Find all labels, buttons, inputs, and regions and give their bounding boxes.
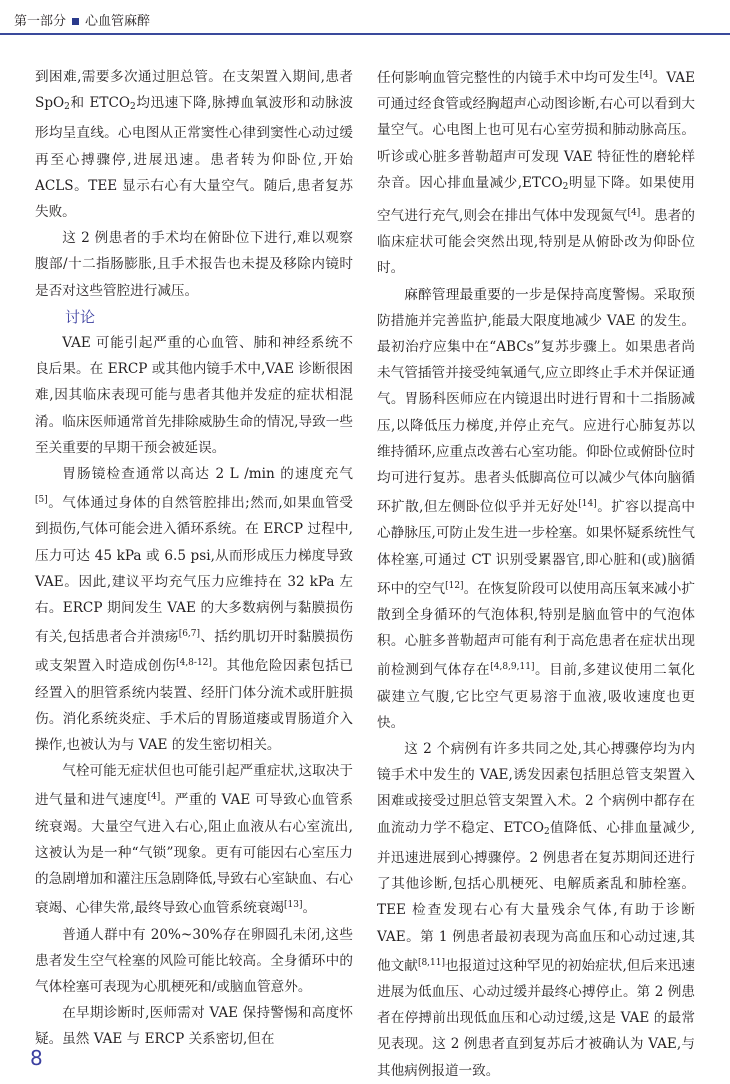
citation: [5] (35, 495, 48, 506)
paragraph: VAE 可能引起严重的心血管、肺和神经系统不良后果。在 ERCP 或其他内镜手术中,VAE 诊断很困难,因其临床表现可能与患者其他并发症的症状相混淆。临床医师通常首先排除威胁生命的情况,导致一些至关重要的早期干预会被延误。 (35, 335, 353, 456)
right-column (377, 62, 695, 1084)
header-part: 第一部分 (14, 14, 67, 29)
paragraph: 到困难,需要多次通过胆总管。在支架置入期间,患者 SpO$_2$和 $ETCO_2$均迅速下降,脉搏血氧波形和动脉波形均呈直线。心电图从正常窦性心律到窦性心动过缓再至心搏骤停,进展迅速。患者转为仰卧位,开始 ACLS。TEE 显示右心有大量空气。随后,患者复苏失败。 (35, 69, 353, 221)
paragraph: 胃肠镜检查通常以高达 2 L /min 的速度充气[5]。气体通过身体的自然管腔排出;然而,如果血管受到损伤,气体可能会进入循环系统。在 ERCP 过程中,压力可达 45 kPa 或 6.5 psi,从而形成压力梯度导致 VAE。因此,建议平均充气压力应维持在 32 kPa 左右。ERCP 期间发生 VAE 的大多数病例与黏膜损伤有关,包括患者合并溃疡[6,7]、括约肌切开时黏膜损伤或支架置入时造成创伤[4,8-12]。其他危险因素包括已经置入的胆管系统内装置、经肝门体分流术或肝脏损伤。消化系统炎症、手术后的胃肠道瘘或胃肠道介入操作,也被认为与 VAE 的发生密切相关。 (35, 466, 353, 754)
paragraph: 麻醉管理最重要的一步是保持高度警惕。采取预防措施并完善监护,能最大限度地减少 VAE 的发生。最初治疗应集中在“ABCs”复苏步骤上。如果患者尚未气管插管并接受纯氧通气,应立即终止手术并保证通气。胃肠科医师应在内镜退出时进行胃和十二指肠减压,以降低压力梯度,并停止充气。应进行心肺复苏以维持循环,应重点改善右心室功能。仰卧位或俯卧位时均可进行复苏。患者头低脚高位可以减少气体向脑循环扩散,但左侧卧位似乎并无好处[14]。扩容以提高中心静脉压,可防止发生进一步栓塞。如果怀疑系统性气体栓塞,可通过 CT 识别受累器官,即心脏和(或)脑循环中的空气[12]。在恢复阶段可以使用高压氧来减小扩散到全身循环的气泡体积,特别是脑血管中的气泡体积。心脏多普勒超声可能有利于高危患者在症状出现前检测到气体存在[4,8,9,11]。目前,多建议使用二氧化碳建立气腹,它比空气更易溶于血液,吸收速度也更快。 (377, 286, 696, 731)
left-column (35, 64, 353, 1053)
citation: [13] (284, 900, 303, 911)
square-bullet-icon (72, 18, 79, 25)
citation: [12] (445, 580, 464, 591)
paragraph: 在早期诊断时,医师需对 VAE 保持警惕和高度怀疑。虽然 VAE 与 ERCP 关系密切,但在 (35, 1005, 353, 1048)
paragraph: 普通人群中有 20%~30%存在卵圆孔未闭,这些患者发生空气栓塞的风险可能比较高。全身循环中的气体栓塞可表现为心肌梗死和/或脑血管意外。 (35, 926, 353, 995)
paragraph: 这 2 例患者的手术均在俯卧位下进行,难以观察腹部/十二指肠膨胀,且手术报告也未提及移除内镜时是否对这些管腔进行减压。 (35, 230, 353, 299)
section-heading: 讨论 (65, 307, 96, 326)
paragraph: 气栓可能无症状但也可能引起严重症状,这取决于进气量和进气速度[4]。严重的 VAE 可导致心血管系统衰竭。大量空气进入右心,阻止血液从右心室流出,这被认为是一种“气锁”现象。更有可能因右心室压力的急剧增加和灌注压急剧降低,导致右心室缺血、右心衰竭、心律失常,最终导致心血管系统衰竭[13]。 (35, 763, 354, 917)
citation: [14] (578, 499, 597, 510)
citation: [4,8,9,11] (490, 662, 535, 673)
citation: [6,7] (178, 629, 201, 640)
citation: [4] (639, 70, 653, 80)
running-header (0, 0, 730, 42)
header-rule (0, 33, 730, 35)
citation: [8,11] (417, 957, 445, 968)
header-title: 心血管麻醉 (85, 14, 151, 29)
paragraph: 这 2 个病例有许多共同之处,其心搏骤停均为内镜手术中发生的 VAE,诱发因素包括胆总管支架置入困难或接受过胆总管支架置入术。2 个病例中都存在血流动力学不稳定、$ETCO_2$值降低、心排血量减少,并迅速进展到心搏骤停。2 例患者在复苏期间还进行了其他诊断,包括心肌梗死、电解质紊乱和肺栓塞。TEE 检查发现右心有大量残余气体,有助于诊断 VAE。第 1 例患者最初表现为高血压和心动过速,其他文献[8,11]也报道过这种罕见的初始症状,但后来迅速进展为低血压、心动过缓并最终心搏停止。第 2 例患者在停搏前出现低血压和心动过缓,这是 VAE 的最常见表现。这 2 例患者直到复苏后才被确认为 VAE,与其他病例报道一致。 (377, 741, 695, 1079)
citation: [4] (627, 208, 641, 219)
citation: [4,8-12] (176, 658, 212, 669)
header-text (14, 10, 150, 29)
paragraph: 任何影响血管完整性的内镜手术中均可发生[4]。VAE 可通过经食管或经胸超声心动图诊断,右心可以看到大量空气。心电图上也可见右心室劳损和肺动脉高压。听诊或心脏多普勒超声可发现 VAE 特征性的磨轮样杂音。因心排血量减少$,ETCO_2$明显下降。如果使用空气进行充气,则会在排出气体中发现氮气[4]。患者的临床症状可能会突然出现,特别是从俯卧改为仰卧位时。 (377, 70, 696, 277)
citation: [4] (147, 792, 161, 803)
page-number: 8 (30, 1046, 43, 1070)
